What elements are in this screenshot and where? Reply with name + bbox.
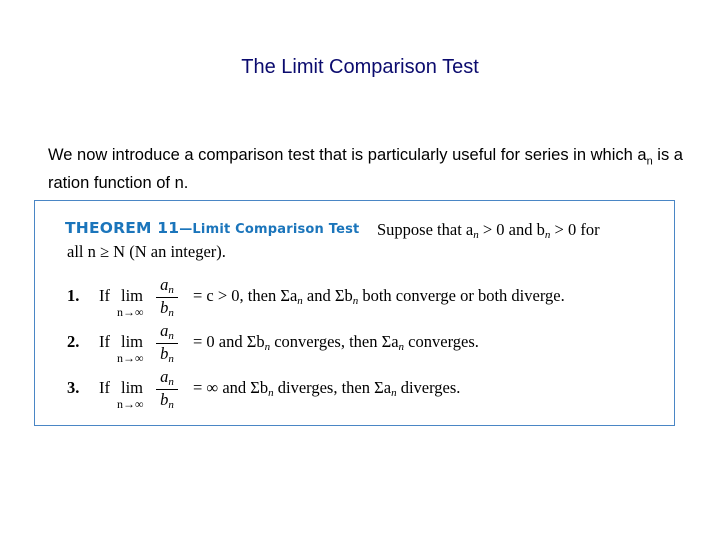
statement-sub-2: n <box>391 387 397 399</box>
statement-text-2: converges, then Σa <box>270 332 399 351</box>
fraction-numerator <box>156 275 178 296</box>
denominator-sub: n <box>168 399 174 411</box>
limit-expression <box>118 366 186 412</box>
lim-word: lim <box>121 378 144 397</box>
statement-text-1: = ∞ and Σb <box>193 378 269 397</box>
numerator-letter: a <box>160 321 169 340</box>
statement-text-1: = 0 and Σb <box>193 332 265 351</box>
intro-text-1: We now introduce a comparison test that is particularly useful for series in which a <box>48 146 647 164</box>
statement-sub-1: n <box>268 387 274 399</box>
item-number: 2. <box>67 332 80 351</box>
denominator-letter: b <box>160 344 169 363</box>
condition-text-2: > 0 and b <box>478 220 545 239</box>
statement-sub-2: n <box>398 341 405 353</box>
statement-sub-2: n <box>352 295 359 307</box>
fraction-denominator <box>156 344 178 365</box>
lim-subscript: n→∞ <box>117 397 144 411</box>
statement-sub-1: n <box>297 295 303 307</box>
numerator-sub: n <box>168 284 174 296</box>
lim-word: lim <box>121 332 144 351</box>
item-number: 1. <box>67 286 80 305</box>
statement-text-3: both converge or both diverge. <box>358 286 565 305</box>
ratio-fraction <box>156 274 178 320</box>
theorem-heading <box>65 219 359 237</box>
lim-word: lim <box>121 286 144 305</box>
item-statement <box>193 378 460 399</box>
statement-text-3: converges. <box>404 332 479 351</box>
theorem-label: THEOREM 11 <box>65 219 180 237</box>
denominator-sub: n <box>168 307 174 319</box>
statement-text-2: diverges, then Σa <box>273 378 392 397</box>
item-number: 3. <box>67 378 80 397</box>
condition-text-3: > 0 for <box>550 220 600 239</box>
statement-sub-1: n <box>264 341 271 353</box>
denominator-letter: b <box>160 298 169 317</box>
intro-subscript: n <box>646 155 653 168</box>
theorem-condition-line-1 <box>377 220 600 241</box>
limit-expression <box>118 274 186 320</box>
condition-text-1: Suppose that a <box>377 220 474 239</box>
item-prefix: If <box>99 332 110 351</box>
condition-sub-2: n <box>544 229 551 241</box>
numerator-sub: n <box>168 376 174 388</box>
denominator-sub: n <box>168 353 174 365</box>
item-statement <box>193 332 479 353</box>
theorem-label-suffix: —Limit Comparison Test <box>179 222 360 237</box>
slide-title: The Limit Comparison Test <box>241 56 479 78</box>
lim-subscript: n→∞ <box>117 305 144 319</box>
numerator-sub: n <box>168 330 174 342</box>
fraction-numerator <box>156 367 178 388</box>
item-prefix: If <box>99 378 110 397</box>
item-prefix: If <box>99 286 110 305</box>
item-statement <box>193 286 565 307</box>
limit-expression <box>118 320 186 366</box>
fraction-numerator <box>156 321 178 342</box>
statement-text-2: and Σb <box>302 286 353 305</box>
fraction-denominator <box>156 390 178 411</box>
numerator-letter: a <box>160 275 169 294</box>
denominator-letter: b <box>160 390 169 409</box>
theorem-box <box>34 200 675 426</box>
fraction-denominator <box>156 298 178 319</box>
intro-paragraph <box>48 144 718 194</box>
intro-text-2: is a ration function of n. <box>48 146 683 193</box>
statement-text-3: diverges. <box>396 378 461 397</box>
ratio-fraction <box>156 366 178 412</box>
lim-subscript: n→∞ <box>117 351 144 365</box>
statement-text-1: = c > 0, then Σa <box>193 286 298 305</box>
condition-sub-1: n <box>473 229 479 241</box>
ratio-fraction <box>156 320 178 366</box>
theorem-condition-line-2: all n ≥ N (N an integer). <box>67 242 226 261</box>
numerator-letter: a <box>160 367 169 386</box>
